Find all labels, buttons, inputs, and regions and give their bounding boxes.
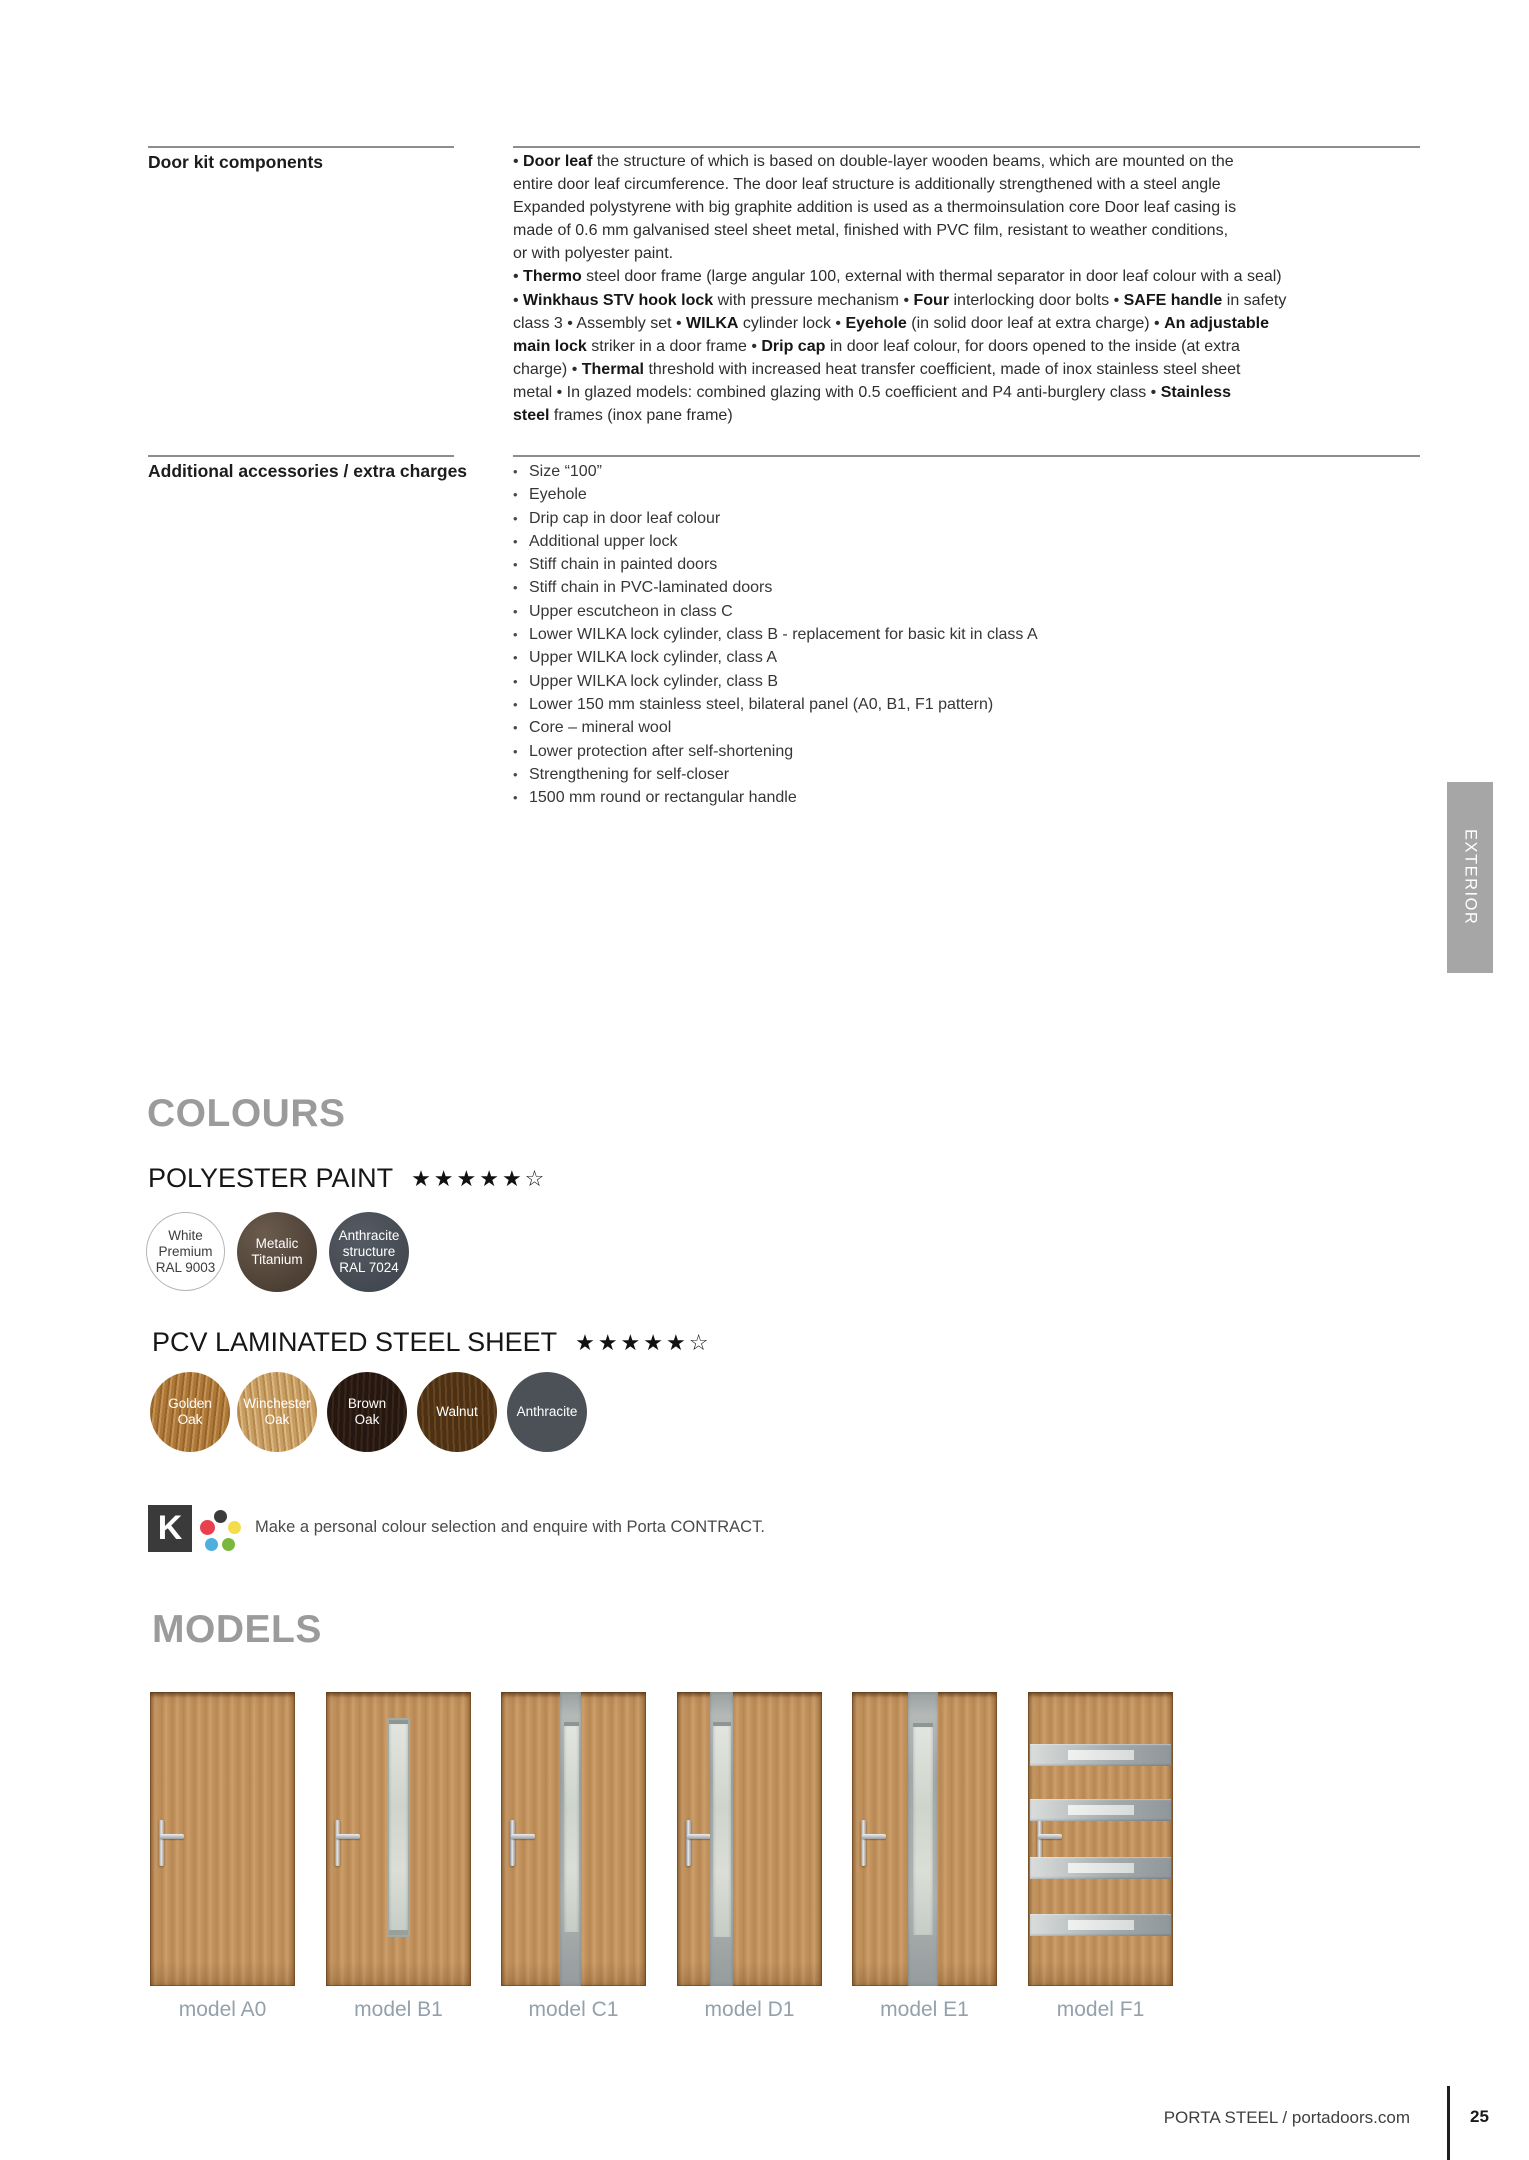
model-label-d1: model D1 (704, 1998, 795, 2021)
door-kit-description: • Door leaf the structure of which is based on double-layer wooden beams, which are mounted on the entire door leaf circumference. The door leaf structure is additionally strengthened with a steel angle Expanded polystyrene with big graphite addition is used as a thermoinsulation core Door leaf casing is made of 0.6 mm galvanised steel sheet metal, finished with PVC film, resistant to weather conditions, or with polyester paint. • Thermo steel door frame (large angular 100, external with thermal separator in door leaf colour with a seal) • Winkhaus STV hook lock with pressure mechanism • Four interlocking door bolts • SAFE handle in safety class 3 • Assembly set • WILKA cylinder lock • Eyehole (in solid door leaf at extra charge) • An adjustable main lock striker in a door frame • Drip cap in door leaf colour, for doors opened to the inside (at extra charge) • Thermal threshold with increased heat transfer coefficient, made of inox stainless steel sheet metal • In glazed models: combined glazing with 0.5 coefficient and P4 anti-burglery class • Stainless steel frames (inox pane frame) (513, 153, 1287, 425)
k-logo-dot-dark (214, 1510, 227, 1523)
accessory-item: • Lower 150 mm stainless steel, bilateral panel (A0, B1, F1 pattern) (513, 695, 994, 713)
swatch-white-premium: White Premium RAL 9003 (146, 1212, 225, 1291)
exterior-side-tab-label: EXTERIOR (1461, 829, 1480, 926)
exterior-side-tab (1447, 782, 1493, 973)
model-label-e1: model E1 (880, 1998, 969, 2021)
divider-left-1 (148, 146, 454, 148)
door-image-a0 (150, 1692, 295, 1986)
door-image-f1 (1028, 1692, 1173, 1986)
footer-divider (1447, 2086, 1450, 2160)
accessories-list (513, 463, 1443, 812)
divider-right-1 (513, 146, 1420, 148)
door-image-c1 (501, 1692, 646, 1986)
swatch-walnut: Walnut (417, 1372, 497, 1452)
swatch-metalic-titanium: Metalic Titanium (237, 1212, 317, 1292)
porta-contract-k-logo: K (148, 1505, 192, 1552)
pcv-rating-stars: ★★★★★☆ (575, 1329, 712, 1355)
swatch-anthracite-structure: Anthracite structure RAL 7024 (329, 1212, 409, 1292)
door-handle (335, 1820, 340, 1866)
accessory-item: • Strengthening for self-closer (513, 765, 730, 783)
model-label-c1: model C1 (528, 1998, 619, 2021)
polyester-paint-heading (148, 1163, 547, 1194)
model-label-f1: model F1 (1056, 1998, 1145, 2021)
k-logo-dot-red (200, 1520, 215, 1535)
accessory-item: • Stiff chain in painted doors (513, 556, 718, 574)
polyester-rating-stars: ★★★★★☆ (411, 1165, 548, 1191)
contract-note: Make a personal colour selection and enquire with Porta CONTRACT. (255, 1518, 765, 1536)
door-handle (861, 1820, 866, 1866)
door-glass-panel (564, 1722, 579, 1932)
accessory-item: • Stiff chain in PVC-laminated doors (513, 579, 773, 597)
door-steel-band (1030, 1857, 1171, 1879)
door-steel-band (1030, 1799, 1171, 1821)
k-logo-dot-blue (205, 1538, 218, 1551)
k-logo-dot-yellow (228, 1521, 241, 1534)
colours-title: COLOURS (147, 1092, 346, 1135)
accessory-item: • Core – mineral wool (513, 719, 672, 737)
door-glass-panel (913, 1723, 933, 1935)
door-handle (686, 1820, 691, 1866)
door-handle (510, 1820, 515, 1866)
divider-left-2 (148, 455, 454, 457)
accessory-item: • Upper WILKA lock cylinder, class A (513, 649, 778, 667)
door-steel-band (1030, 1744, 1171, 1766)
door-image-e1 (852, 1692, 997, 1986)
door-glass-panel (713, 1722, 731, 1937)
door-kit-heading: Door kit components (148, 152, 324, 172)
door-handle (159, 1820, 164, 1866)
model-label-b1: model B1 (354, 1998, 443, 2021)
footer-brand: PORTA STEEL / portadoors.com (1163, 2108, 1410, 2127)
accessory-item: • Upper WILKA lock cylinder, class B (513, 672, 778, 690)
divider-right-2 (513, 455, 1420, 457)
swatch-anthracite: Anthracite (507, 1372, 587, 1452)
swatch-brown-oak: Brown Oak (327, 1372, 407, 1452)
accessory-item: • Size “100” (513, 463, 602, 480)
accessory-item: • 1500 mm round or rectangular handle (513, 789, 797, 807)
accessory-item: • Eyehole (513, 486, 587, 504)
accessory-item: • Drip cap in door leaf colour (513, 509, 721, 527)
swatch-golden-oak: Golden Oak (150, 1372, 230, 1452)
page-number: 25 (1470, 2107, 1489, 2126)
swatch-winchester-oak: Winchester Oak (237, 1372, 317, 1452)
door-image-b1 (326, 1692, 471, 1986)
models-title: MODELS (152, 1608, 322, 1651)
pcv-laminated-label: PCV LAMINATED STEEL SHEET (152, 1327, 558, 1357)
accessory-item: • Upper escutcheon in class C (513, 602, 733, 620)
k-logo-dot-green (222, 1538, 235, 1551)
accessories-heading: Additional accessories / extra charges (148, 461, 468, 481)
door-glass-panel (387, 1718, 410, 1937)
model-label-a0: model A0 (178, 1998, 267, 2021)
polyester-paint-label: POLYESTER PAINT (148, 1163, 394, 1193)
pcv-laminated-heading (152, 1327, 711, 1358)
door-image-d1 (677, 1692, 822, 1986)
door-steel-band (1030, 1914, 1171, 1936)
accessory-item: • Additional upper lock (513, 532, 678, 550)
accessory-item: • Lower protection after self-shortening (513, 742, 794, 760)
accessory-item: • Lower WILKA lock cylinder, class B - replacement for basic kit in class A (513, 626, 1038, 644)
